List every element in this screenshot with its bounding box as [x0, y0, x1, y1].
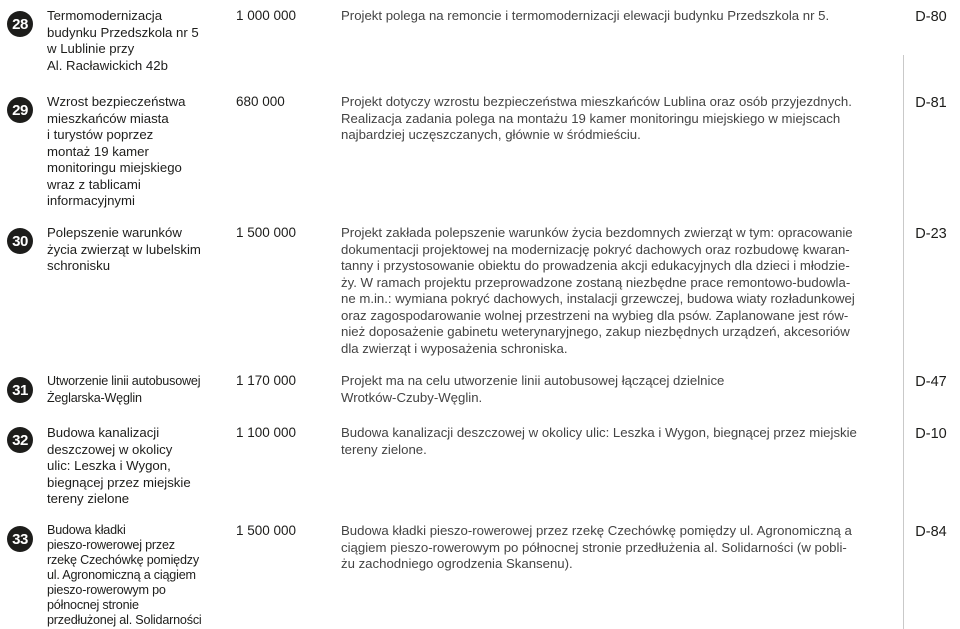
title-line: pieszo-rowerowym po [47, 583, 166, 597]
project-description [341, 8, 898, 25]
project-description [341, 94, 898, 144]
description-line: najbardziej uczęszczanych, głównie w śródmieściu. [341, 127, 641, 142]
title-line: Utworzenie linii autobusowej [47, 374, 201, 388]
description-line: ne m.in.: wymiana pokryć dachowych, instalacji grzewczej, budowa wiaty rozładunkowej [341, 291, 855, 306]
description-line: oraz zagospodarowanie wolnej przestrzeni na wybieg dla psów. Zaplanowane jest rów- [341, 307, 849, 323]
project-title [47, 523, 227, 628]
project-amount: 1 170 000 [236, 373, 297, 388]
title-line: Wzrost bezpieczeństwa [47, 94, 186, 109]
project-amount: 1 000 000 [236, 8, 297, 23]
project-number-badge: 30 [7, 228, 33, 254]
title-line: deszczowej w okolicy [47, 441, 173, 457]
title-line: Polepszenie warunków [47, 225, 182, 240]
description-line: ży. W ramach projektu przeprowadzone zostaną niezbędne prace remontowo-budowla- [341, 274, 851, 290]
project-number-badge: 33 [7, 526, 33, 552]
description-line: ciągiem pieszo-rowerowym po północnej stronie przedłużenia al. Solidarności (w pobli- [341, 539, 847, 555]
description-line: Projekt zakłada polepszenie warunków życia bezdomnych zwierząt w tym: opracowanie [341, 225, 853, 240]
project-code: D-80 [915, 9, 947, 25]
project-title [47, 225, 227, 275]
description-line: tanny i przystosowanie obiektu do prowadzenia akcji edukacyjnych dla dzieci i młodzie- [341, 258, 850, 273]
title-line: pieszo-rowerowej przez [47, 538, 175, 552]
title-line: informacyjnymi [47, 193, 135, 208]
title-line: budynku Przedszkola nr 5 [47, 24, 199, 40]
project-amount: 1 500 000 [236, 523, 297, 538]
title-line: ul. Agronomiczną a ciągiem [47, 568, 196, 582]
title-line: Budowa kładki [47, 523, 126, 537]
description-line: nież doposażenie gabinetu weterynaryjnego, zakup niezbędnych urządzeń, akcesoriów [341, 324, 850, 339]
project-code: D-47 [915, 374, 947, 390]
description-line: Wrotków-Czuby-Węglin. [341, 389, 483, 405]
description-line: dokumentacji projektowej na modernizację pokryć dachowych oraz rozbudowę kwaran- [341, 241, 850, 257]
project-code: D-81 [915, 95, 947, 111]
project-code: D-84 [915, 524, 947, 540]
title-line: Termomodernizacja [47, 8, 163, 23]
project-title [47, 94, 227, 210]
project-amount: 680 000 [236, 94, 285, 109]
project-number-badge: 29 [7, 97, 33, 123]
project-code: D-10 [915, 426, 947, 442]
title-line: ulic: Leszka i Wygon, [47, 458, 171, 473]
description-line: Projekt ma na celu utworzenie linii autobusowej łączącej dzielnice [341, 373, 725, 388]
title-line: schronisku [47, 258, 111, 273]
project-description [341, 373, 898, 406]
title-line: północnej stronie [47, 598, 139, 612]
project-number-badge: 28 [7, 11, 33, 37]
title-line: Budowa kanalizacji [47, 425, 160, 440]
description-line: Realizacja zadania polega na montażu 19 kamer monitoringu miejskiego w miejscach [341, 110, 841, 126]
title-line: mieszkańców miasta [47, 110, 169, 126]
project-code: D-23 [915, 226, 947, 242]
project-number-badge: 32 [7, 427, 33, 453]
project-title [47, 425, 227, 508]
title-line: przedłużonej al. Solidarności [47, 613, 202, 627]
project-number-badge: 31 [7, 377, 33, 403]
title-line: w Lublinie przy [47, 41, 135, 56]
title-line: monitoringu miejskiego [47, 160, 182, 175]
column-divider [903, 55, 904, 629]
title-line: i turystów poprzez [47, 127, 154, 142]
title-line: montaż 19 kamer [47, 143, 149, 159]
project-title [47, 373, 227, 406]
title-line: Al. Racławickich 42b [47, 57, 168, 73]
description-line: Budowa kanalizacji deszczowej w okolicy ulic: Leszka i Wygon, biegnącej przez miejskie [341, 425, 857, 440]
title-line: tereny zielone [47, 491, 130, 506]
project-description [341, 425, 898, 458]
project-amount: 1 100 000 [236, 425, 297, 440]
project-title [47, 8, 227, 74]
description-line: tereny zielone. [341, 441, 427, 457]
project-amount: 1 500 000 [236, 225, 297, 240]
description-line: żu zachodniego ogrodzenia Skansenu). [341, 556, 573, 571]
title-line: Żeglarska-Węglin [47, 390, 142, 405]
description-line: Projekt dotyczy wzrostu bezpieczeństwa mieszkańców Lublina oraz osób przyjezdnych. [341, 94, 852, 109]
title-line: życia zwierząt w lubelskim [47, 241, 201, 257]
description-line: dla zwierząt i wyposażenia schroniska. [341, 340, 568, 356]
project-description [341, 225, 898, 357]
title-line: biegnącej przez miejskie [47, 474, 191, 490]
title-line: rzekę Czechówkę pomiędzy [47, 553, 199, 567]
title-line: wraz z tablicami [47, 176, 141, 192]
description-line: Budowa kładki pieszo-rowerowej przez rzekę Czechówkę pomiędzy ul. Agronomiczną a [341, 523, 852, 538]
project-description [341, 523, 898, 573]
description-line: Projekt polega na remoncie i termomodernizacji elewacji budynku Przedszkola nr 5. [341, 8, 830, 23]
